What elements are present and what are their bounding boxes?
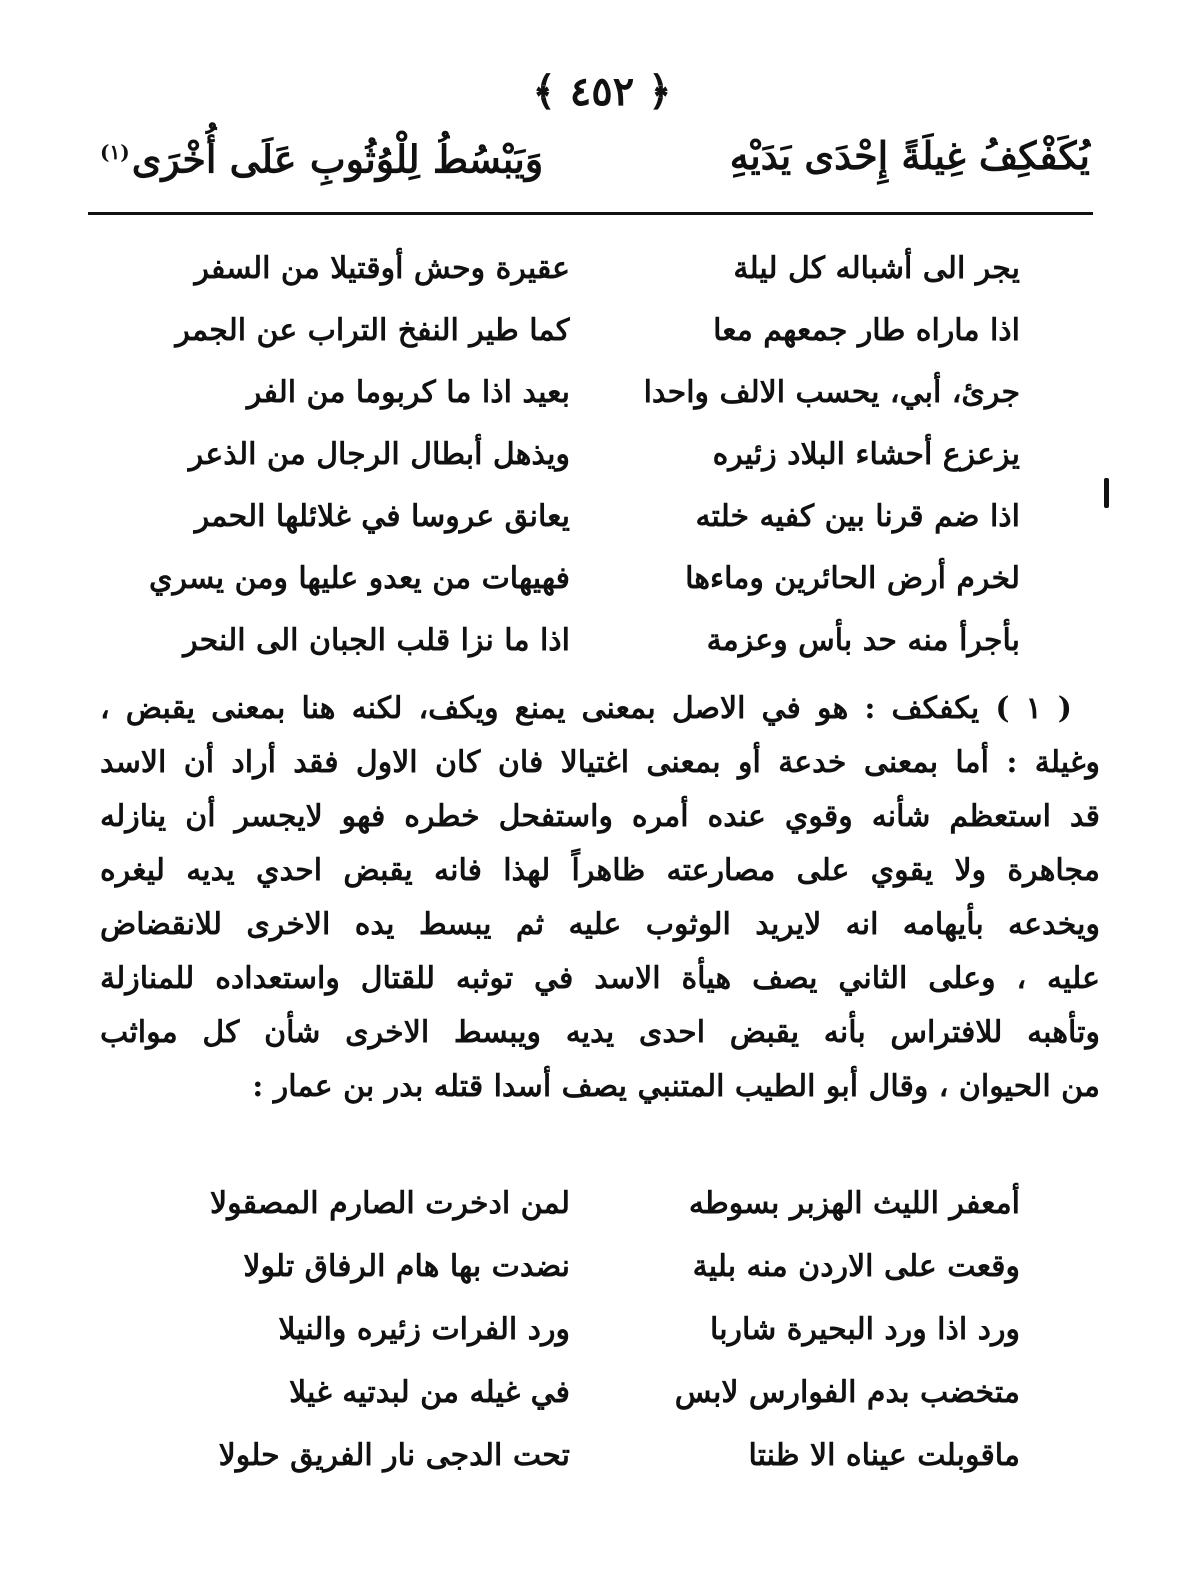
header-divider [88, 212, 1093, 215]
verse-first-hemistich: متخضب بدم الفوارس لابس [674, 1375, 1020, 1410]
verse-row [140, 1424, 1020, 1487]
verse-first-hemistich: اذا ماراه طار جمعهم معا [713, 313, 1020, 348]
verse-row [140, 424, 1020, 486]
verse-second-hemistich: نضدت بها هام الرفاق تلولا [243, 1249, 570, 1284]
commentary-line: عليه ، وعلى الثاني يصف هيأة الاسد في توثبه للقتال واستعداده للمنازلة [100, 961, 1100, 996]
verse-row [140, 1298, 1020, 1361]
verse-row [140, 300, 1020, 362]
verse-second-hemistich: كما طير النفخ التراب عن الجمر [175, 313, 570, 348]
commentary-line: قد استعظم شأنه وقوي عنده أمره واستفحل خطره فهو لايجسر أن ينازله [100, 799, 1100, 834]
commentary-line: ( ١ ) يكفكف : هو في الاصل بمعنى يمنع ويكف، لكنه هنا بمعنى يقبض ، [100, 691, 1072, 726]
commentary-line: من الحيوان ، وقال أبو الطيب المتنبي يصف أسدا قتله بدر بن عمار : [252, 1069, 1100, 1104]
verse-second-hemistich: اذا ما نزا قلب الجبان الى النحر [183, 623, 570, 658]
verse-first-hemistich: يجر الى أشباله كل ليلة [733, 251, 1020, 286]
verse-first-hemistich: أمعفر الليث الهزبر بسوطه [688, 1186, 1020, 1221]
poem-verses-bottom [140, 1172, 1020, 1487]
verse-first-hemistich: وقعت على الاردن منه بلية [692, 1249, 1020, 1284]
verse-row [140, 1172, 1020, 1235]
verse-first-hemistich: ماقوبلت عيناه الا ظنتا [748, 1438, 1020, 1473]
commentary-line: مجاهرة ولا يقوي على مصارعته ظاهراً لهذا فانه يقبض احدي يديه ليغره [100, 853, 1100, 888]
verse-second-hemistich: عقيرة وحش أوقتيلا من السفر [194, 251, 570, 286]
verse-second-hemistich: فهيهات من يعدو عليها ومن يسري [148, 561, 570, 596]
footnote-mark: (١) [100, 140, 130, 165]
verse-second-hemistich: لمن ادخرت الصارم المصقولا [210, 1186, 570, 1221]
verse-row [140, 610, 1020, 672]
verse-first-hemistich: اذا ضم قرنا بين كفيه خلته [695, 499, 1020, 534]
verse-second-hemistich: تحت الدجى نار الفريق حلولا [218, 1438, 570, 1473]
commentary-line: وتأهبه للافتراس بأنه يقبض احدى يديه ويبسط الاخرى شأن كل مواثب [100, 1015, 1100, 1050]
verse-second-hemistich: يعانق عروسا في غلائلها الحمر [194, 499, 570, 534]
poem-verses-top [140, 238, 1020, 672]
verse-second-hemistich: في غيله من لبدتيه غيلا [289, 1375, 570, 1410]
margin-mark [1104, 478, 1109, 508]
header-verse [100, 126, 1090, 186]
verse-row [140, 486, 1020, 548]
verse-first-hemistich: يزعزع أحشاء البلاد زئيره [712, 437, 1020, 472]
commentary-line: ويخدعه بأيهامه انه لايريد الوثوب عليه ثم يبسط يده الاخرى للانقضاض [100, 907, 1100, 942]
header-verse-second-hemistich [100, 124, 543, 188]
verse-row [140, 1235, 1020, 1298]
verse-row [140, 362, 1020, 424]
page-number: ﴿ ٤٥٢ ﴾ [532, 68, 672, 115]
footnote-commentary [100, 682, 1100, 1114]
commentary-line: وغيلة : أما بمعنى خدعة أو بمعنى اغتيالا فان كان الاول فقد أراد أن الاسد [100, 745, 1100, 780]
verse-first-hemistich: ورد اذا ورد البحيرة شاربا [710, 1312, 1020, 1347]
verse-first-hemistich: لخرم أرض الحائرين وماءها [685, 561, 1020, 596]
verse-row [140, 238, 1020, 300]
verse-row [140, 548, 1020, 610]
header-verse-first-hemistich: يُكَفْكِفُ غِيلَةً إِحْدَى يَدَيْهِ [729, 133, 1090, 178]
verse-first-hemistich: جرئ، أبي، يحسب الالف واحدا [643, 375, 1020, 410]
verse-second-hemistich: ويذهل أبطال الرجال من الذعر [188, 437, 570, 472]
header-verse-second-text: وَيَبْسُطُ لِلْوُثُوبِ عَلَى أُخْرَى [131, 136, 544, 182]
verse-second-hemistich: ورد الفرات زئيره والنيلا [278, 1312, 570, 1347]
verse-second-hemistich: بعيد اذا ما كربوما من الفر [246, 375, 570, 410]
verse-first-hemistich: بأجرأ منه حد بأس وعزمة [706, 623, 1020, 658]
verse-row [140, 1361, 1020, 1424]
